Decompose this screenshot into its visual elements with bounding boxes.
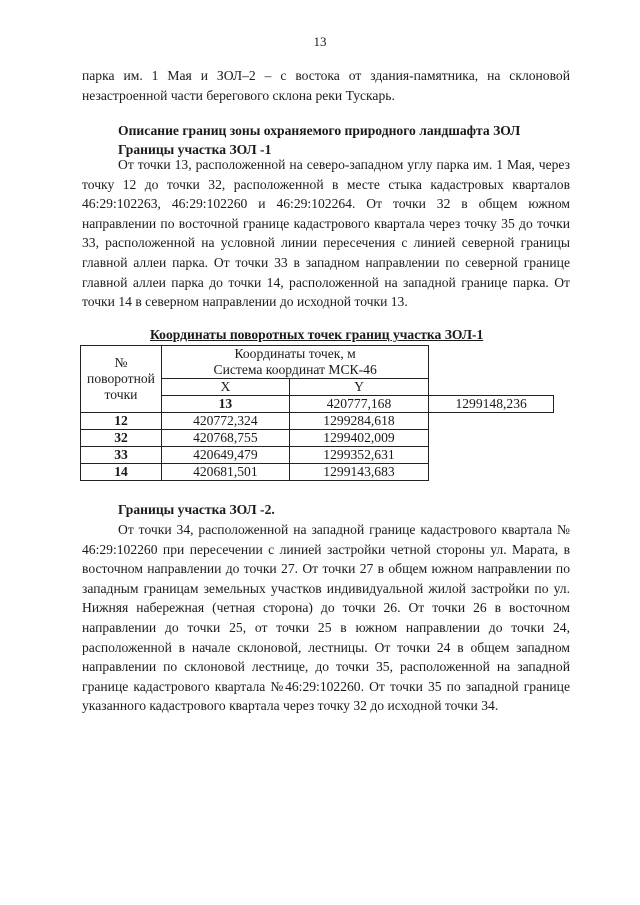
paragraph1: От точки 13, расположенной на северо-западном углу парка им. 1 Мая, через точку 12 до точки 32, расположенной в месте стыка кадастровых кварталов 46:29:102263, 46:29:102260 и 46:29:102264. От точки 32 в общем южном направлении по восточной границе кадастрового квартала через точку 35 до точки 33, расположенной на условной линии пересечения с линией северной границы главной аллеи парка. От точки 33 в западном направлении по северной границе главной аллеи парка до точки 14, расположенной на западной границе парка. От точки 14 в северном направлении до исходной точки 13.: [82, 157, 570, 310]
table-row: [81, 413, 554, 430]
subsection2-title: Границы участка ЗОЛ -2.: [118, 502, 275, 517]
x-cell: 420777,168: [289, 396, 429, 413]
y-cell: 1299402,009: [289, 430, 429, 447]
intro-paragraph: парка им. 1 Мая и ЗОЛ–2 – с востока от здания-памятника, на склоновой незастроенной части берегового склона реки Тускарь.: [82, 68, 570, 103]
x-cell: 420772,324: [162, 413, 290, 430]
x-cell: 420768,755: [162, 430, 290, 447]
table-caption: Координаты поворотных точек границ участка ЗОЛ-1: [150, 327, 484, 342]
point-cell: 14: [81, 464, 162, 481]
y-cell: 1299143,683: [289, 464, 429, 481]
table-row: [81, 447, 554, 464]
point-cell: 13: [162, 396, 290, 413]
point-cell: 32: [81, 430, 162, 447]
section-title: Описание границ зоны охраняемого природного ландшафта ЗОЛ: [118, 123, 521, 138]
header-y: Y: [289, 379, 429, 396]
header-point-line1: №: [114, 355, 128, 370]
point-cell: 33: [81, 447, 162, 464]
header-x: X: [162, 379, 290, 396]
header-point-cell: [81, 346, 162, 413]
table-row: [81, 430, 554, 447]
table-row: [81, 464, 554, 481]
header-coords-cell: [162, 346, 429, 379]
subsection1-title: Границы участка ЗОЛ -1: [118, 142, 272, 157]
x-cell: 420681,501: [162, 464, 290, 481]
header-point-line3: точки: [104, 387, 138, 402]
table-header-row: [81, 346, 554, 379]
header-coords-line2: Система координат МСК-46: [213, 362, 377, 377]
paragraph2: От точки 34, расположенной на западной границе кадастрового квартала № 46:29:102260 при пересечении с линией застройки четной стороны ул. Марата, в восточном направлении до точки 27. От точки 27 в общем южном направлении по западным границам земельных участков индивидуальной жилой застройки по ул. Нижняя набережная (четная сторона) до точки 26. От точки 26 в восточном направлении до точки 25, от точки 25 в южном направлении до точки 24, расположенной в начале склоновой, лестницы. От точки 24 в общем западном направлении по склоновой лестнице, до точки 35, расположенной на западной границе кадастрового квартала №46:29:102260. От точки 35 по западной границе указанного кадастрового квартала через точку 32 до исходной точки 34.: [82, 522, 570, 714]
point-cell: 12: [81, 413, 162, 430]
header-coords-line1: Координаты точек, м: [234, 346, 356, 361]
y-cell: 1299284,618: [289, 413, 429, 430]
y-cell: 1299352,631: [289, 447, 429, 464]
page-number: 13: [313, 34, 327, 49]
coordinates-table: [80, 345, 554, 481]
header-point-line2: поворотной: [87, 371, 155, 386]
x-cell: 420649,479: [162, 447, 290, 464]
y-cell: 1299148,236: [429, 396, 554, 413]
